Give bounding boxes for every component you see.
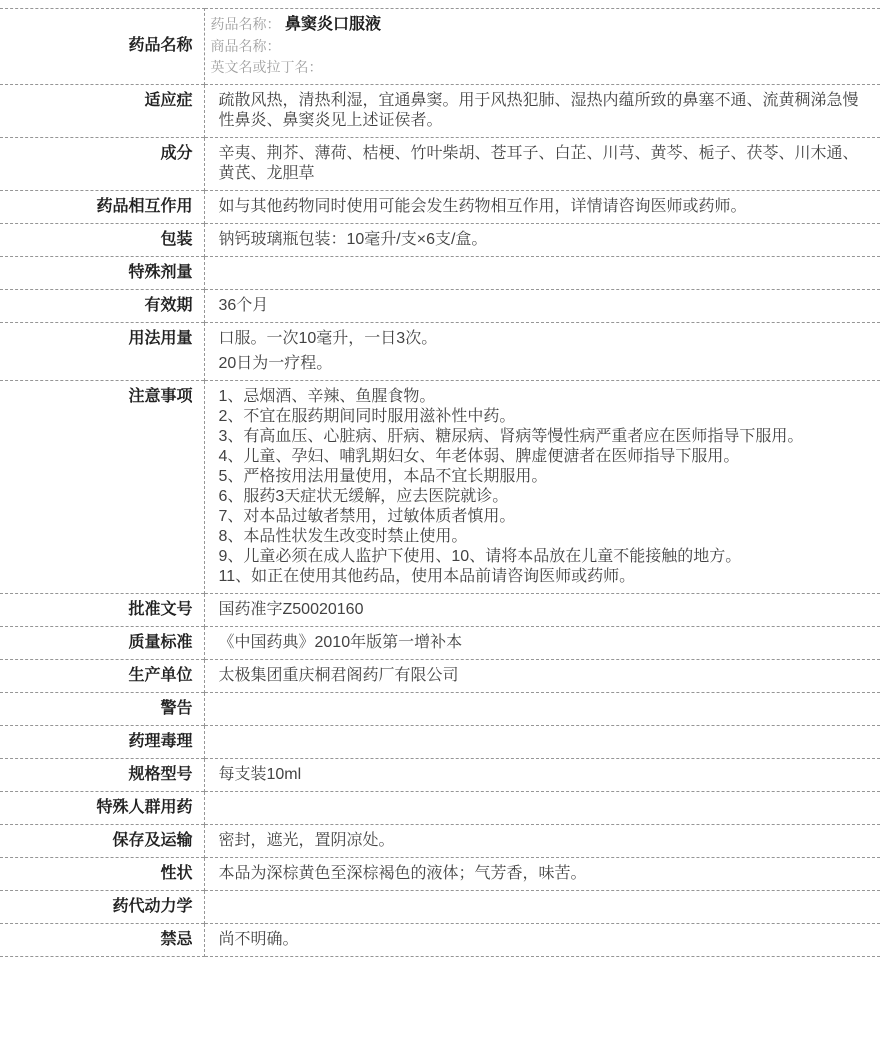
row-label-storage-transport: 保存及运输 <box>0 824 204 857</box>
content-text <box>219 798 871 818</box>
row-content-indications <box>204 84 880 137</box>
field-prefix: 英文名或拉丁名： <box>210 59 323 75</box>
row-label-warning: 警告 <box>0 692 204 725</box>
content-text: 尚不明确。 <box>218 930 299 948</box>
table-row-warning <box>0 692 880 725</box>
table-row-storage-transport <box>0 824 880 857</box>
row-content-manufacturer <box>204 659 880 692</box>
row-content-ingredients <box>204 137 880 190</box>
content-paragraph: 口服。一次10毫升，一日3次。 <box>218 329 438 347</box>
drug-info-table <box>0 8 880 957</box>
content-text: 疏散风热，清热利湿，宜通鼻窦。用于风热犯肺、湿热内蕴所致的鼻塞不通、流黄稠涕急慢性鼻炎、鼻窦炎见上述证侯者。 <box>218 91 859 129</box>
table-row-ingredients <box>0 137 880 190</box>
content-paragraph: 3、有高血压、心脏病、肝病、糖尿病、肾病等慢性病严重者应在医师指导下服用。 <box>218 427 804 445</box>
row-label-usage-dosage: 用法用量 <box>0 322 204 380</box>
content-paragraph: 5、严格按用法用量使用，本品不宜长期服用。 <box>218 467 548 485</box>
table-row-drug-interactions <box>0 190 880 223</box>
row-content-pharmacokinetics <box>204 890 880 923</box>
table-row-special-population <box>0 791 880 824</box>
content-paragraph: 7、对本品过敏者禁用，过敏体质者慎用。 <box>218 507 516 525</box>
name-line <box>211 36 871 58</box>
row-content-drug-interactions <box>204 190 880 223</box>
row-content-specification <box>204 758 880 791</box>
row-content-drug-name <box>204 9 880 85</box>
row-label-indications: 适应症 <box>0 84 204 137</box>
row-label-pharmacology-toxicology: 药理毒理 <box>0 725 204 758</box>
content-text: 本品为深棕黄色至深棕褐色的液体；气芳香，味苦。 <box>218 864 587 882</box>
drug-info-table-body <box>0 9 880 957</box>
content-paragraph: 6、服药3天症状无缓解，应去医院就诊。 <box>218 487 509 505</box>
row-content-appearance <box>204 857 880 890</box>
row-label-drug-interactions: 药品相互作用 <box>0 190 204 223</box>
table-row-usage-dosage <box>0 322 880 380</box>
content-text: 《中国药典》2010年版第一增补本 <box>218 633 463 651</box>
table-row-special-dosage <box>0 256 880 289</box>
row-content-precautions <box>204 380 880 593</box>
row-content-packaging <box>204 223 880 256</box>
content-text: 钠钙玻璃瓶包装：10毫升/支×6支/盒。 <box>218 230 488 248</box>
content-paragraph: 1、忌烟酒、辛辣、鱼腥食物。 <box>218 387 436 405</box>
row-label-quality-standard: 质量标准 <box>0 626 204 659</box>
row-label-appearance: 性状 <box>0 857 204 890</box>
table-row-packaging <box>0 223 880 256</box>
table-row-quality-standard <box>0 626 880 659</box>
content-paragraph: 20日为一疗程。 <box>218 354 333 372</box>
content-text: 辛夷、荆芥、薄荷、桔梗、竹叶柴胡、苍耳子、白芷、川芎、黄芩、栀子、茯苓、川木通、黄芪、龙胆草 <box>218 144 859 182</box>
row-label-contraindications: 禁忌 <box>0 923 204 956</box>
table-row-shelf-life <box>0 289 880 322</box>
row-content-storage-transport <box>204 824 880 857</box>
content-paragraph: 4、儿童、孕妇、哺乳期妇女、年老体弱、脾虚便溏者在医师指导下服用。 <box>218 447 740 465</box>
row-content-contraindications <box>204 923 880 956</box>
content-text: 太极集团重庆桐君阁药厂有限公司 <box>218 666 459 684</box>
row-label-approval-number: 批准文号 <box>0 593 204 626</box>
row-label-manufacturer: 生产单位 <box>0 659 204 692</box>
row-content-special-dosage <box>204 256 880 289</box>
table-row-appearance <box>0 857 880 890</box>
row-content-warning <box>204 692 880 725</box>
row-label-special-population: 特殊人群用药 <box>0 791 204 824</box>
content-text: 国药准字Z50020160 <box>218 600 364 618</box>
row-content-quality-standard <box>204 626 880 659</box>
row-content-usage-dosage <box>204 322 880 380</box>
content-paragraph: 2、不宜在服药期间同时服用滋补性中药。 <box>218 407 516 425</box>
row-label-precautions: 注意事项 <box>0 380 204 593</box>
content-text <box>219 897 871 917</box>
content-text <box>219 732 871 752</box>
content-paragraph: 9、儿童必须在成人监护下使用、10、请将本品放在儿童不能接触的地方。 <box>218 547 742 565</box>
table-row-contraindications <box>0 923 880 956</box>
table-row-indications <box>0 84 880 137</box>
row-content-special-population <box>204 791 880 824</box>
content-text: 36个月 <box>218 296 269 314</box>
content-text: 如与其他药物同时使用可能会发生药物相互作用，详情请咨询医师或药师。 <box>218 197 747 215</box>
row-label-pharmacokinetics: 药代动力学 <box>0 890 204 923</box>
row-content-shelf-life <box>204 289 880 322</box>
row-content-pharmacology-toxicology <box>204 725 880 758</box>
table-row-manufacturer <box>0 659 880 692</box>
row-content-approval-number <box>204 593 880 626</box>
content-paragraph: 11、如正在使用其他药品，使用本品前请咨询医师或药师。 <box>218 567 636 585</box>
row-label-special-dosage: 特殊剂量 <box>0 256 204 289</box>
content-text <box>219 699 871 719</box>
table-row-drug-name <box>0 9 880 85</box>
content-text: 密封，遮光，置阴凉处。 <box>218 831 395 849</box>
row-label-packaging: 包装 <box>0 223 204 256</box>
row-label-shelf-life: 有效期 <box>0 289 204 322</box>
field-prefix: 药品名称： <box>210 16 281 32</box>
name-line <box>211 57 871 79</box>
table-row-pharmacology-toxicology <box>0 725 880 758</box>
field-prefix: 商品名称： <box>210 37 281 54</box>
field-value: 鼻窦炎口服液 <box>284 16 381 33</box>
row-label-drug-name: 药品名称 <box>0 9 204 85</box>
table-row-specification <box>0 758 880 791</box>
table-row-precautions <box>0 380 880 593</box>
table-row-pharmacokinetics <box>0 890 880 923</box>
content-text: 每支装10ml <box>218 765 302 783</box>
table-row-approval-number <box>0 593 880 626</box>
row-label-specification: 规格型号 <box>0 758 204 791</box>
content-text <box>219 263 871 283</box>
content-paragraph: 8、本品性状发生改变时禁止使用。 <box>218 527 468 545</box>
name-line <box>211 14 871 36</box>
row-label-ingredients: 成分 <box>0 137 204 190</box>
